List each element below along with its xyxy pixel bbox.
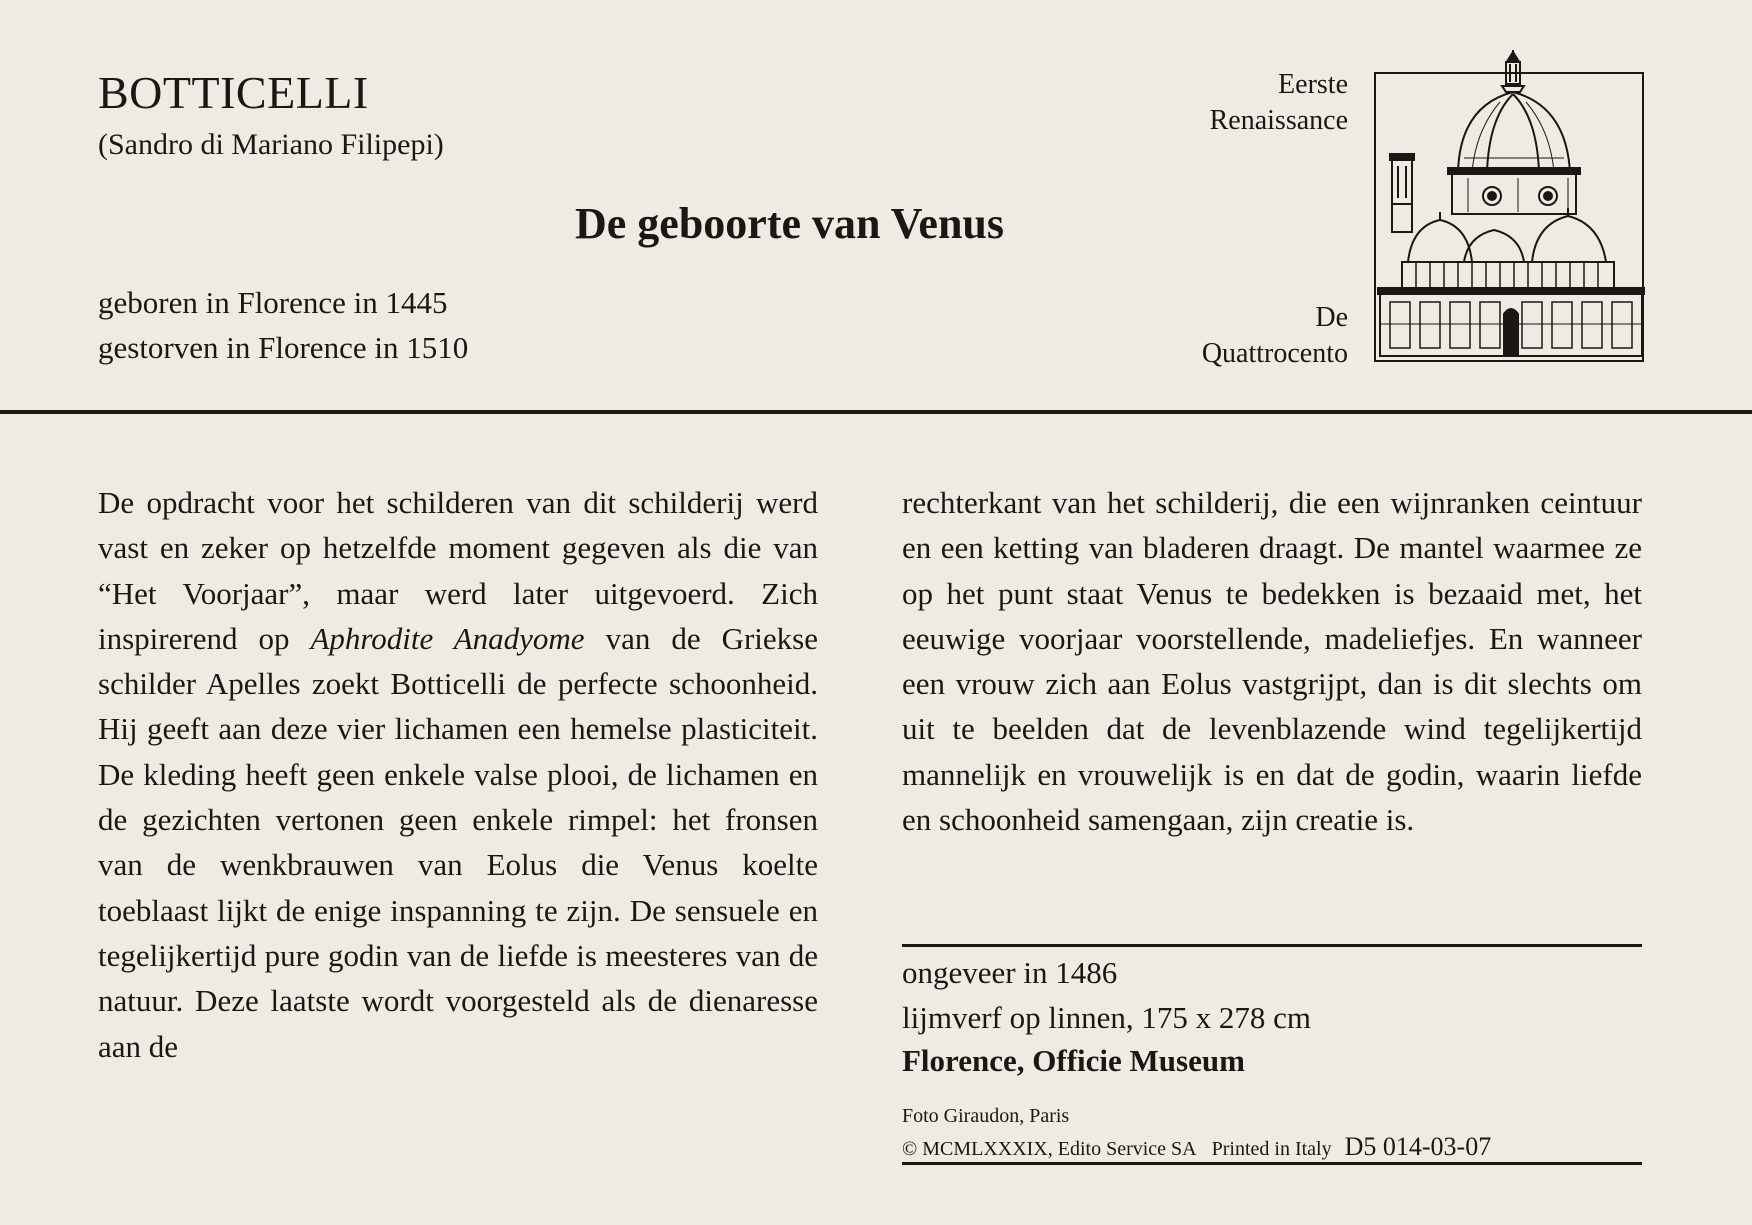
printed-in: Printed in Italy [1211, 1138, 1332, 1160]
description-paragraph: rechterkant van het schilderij, die een wijnranken ceintuur en een ketting van bladeren draagt. De mantel waarmee ze op het punt staat Venus te bedekken is bezaaid met, het eeuwige voorjaar voorstellende, madeliefjes. En wanneer een vrouw zich aan Eolus vastgrijpt, dan is dit slechts om uit te beelden dat de levenblazende wind tegelijkertijd mannelijk en vrouwelijk is en dat de godin, waarin liefde en schoonheid samengaan, zijn creatie is. [902, 485, 1642, 838]
description-left-column [98, 480, 818, 1069]
text-run: De opdracht voor het schilderen van dit schilderij werd vast en zeker op hetzelfde moment gegeven als die van “Het Voorjaar”, maar werd later uitgevoerd. Zich inspirerend op [98, 485, 818, 656]
header-divider [0, 410, 1752, 414]
referenced-artwork-title: Aphrodite Anadyome [310, 620, 585, 656]
artist-full-name: (Sandro di Mariano Filipepi) [98, 128, 444, 161]
birth-info: geboren in Florence in 1445 [98, 285, 448, 320]
painting-medium: lijmverf op linnen, 175 x 278 cm [902, 1000, 1311, 1035]
death-info: gestorven in Florence in 1510 [98, 330, 469, 365]
period-label-top [1210, 67, 1348, 139]
period-label-bottom [1202, 300, 1348, 372]
details-divider-bottom [902, 1162, 1642, 1165]
painting-title: De geboorte van Venus [575, 199, 1005, 248]
description-right-column [902, 480, 1642, 842]
period-line: De [1315, 302, 1348, 333]
copyright-line [902, 1132, 1491, 1162]
emblem-frame [1374, 72, 1644, 362]
period-line: Eerste [1278, 69, 1348, 100]
description-paragraph [98, 480, 818, 1069]
text-run: van de Griekse schilder Apelles zoekt Botticelli de perfecte schoonheid. Hij geeft aan deze vier lichamen een hemelse plasticiteit. De kleding heeft geen enkele valse plooi, de lichamen en de gezichten vertonen geen enkele rimpel: het fronsen van de wenkbrauwen van Eolus die Venus koelte toeblaast lijkt de enige inspanning te zijn. De sensuele en tegelijkertijd pure godin van de liefde is meesteres van de natuur. Deze laatste wordt voorgesteld als de dienaresse aan de [98, 620, 818, 1064]
painting-location: Florence, Officie Museum [902, 1043, 1245, 1078]
painting-date: ongeveer in 1486 [902, 955, 1118, 990]
artist-name: BOTTICELLI [98, 67, 369, 118]
photo-credit: Foto Giraudon, Paris [902, 1105, 1070, 1127]
period-line: Renaissance [1209, 105, 1348, 136]
copyright-text: © MCMLXXXIX, Edito Service SA [902, 1138, 1197, 1160]
card-code: D5 014-03-07 [1344, 1132, 1492, 1161]
period-line: Quattrocento [1201, 338, 1348, 369]
florence-cathedral-dome-icon [1372, 48, 1650, 364]
details-divider-top [902, 944, 1642, 947]
